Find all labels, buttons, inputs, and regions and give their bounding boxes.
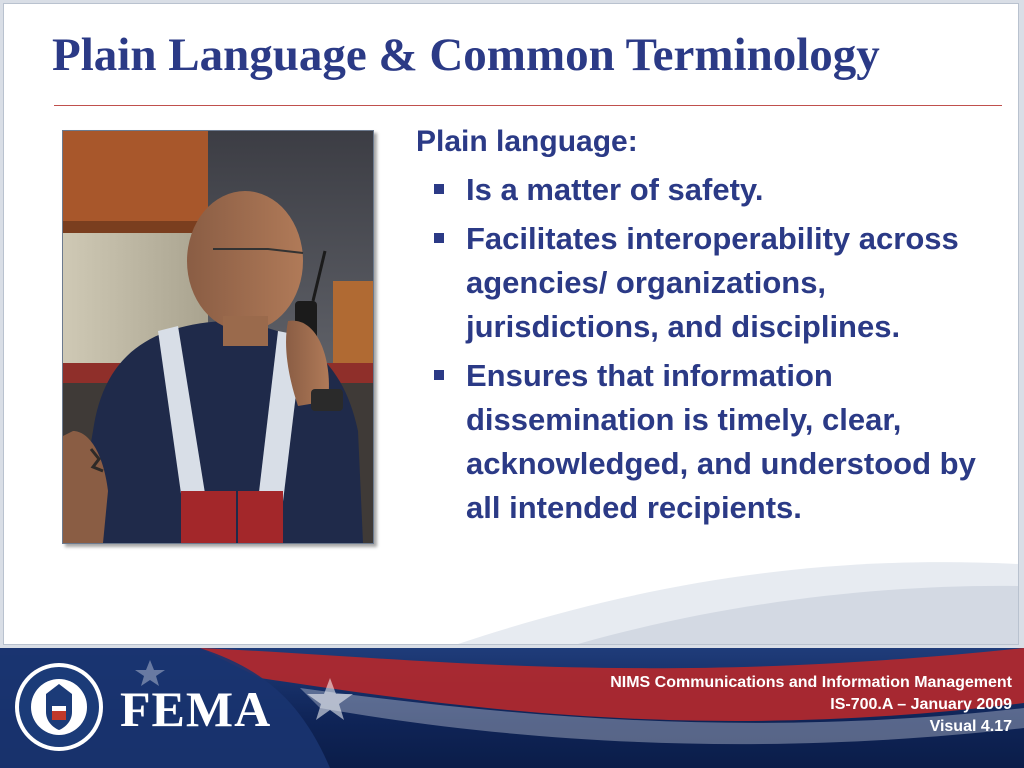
course-info [610, 672, 1012, 738]
slide-title: Plain Language & Common Terminology [52, 29, 880, 81]
bullet-text: Facilitates interoperability across agencies/ organizations, jurisdictions, and disciplines. [466, 221, 959, 344]
bullet-text: Is a matter of safety. [466, 172, 764, 207]
slide-content-area [3, 3, 1019, 645]
bullet-item [416, 354, 996, 530]
lead-text: Plain language: [416, 125, 638, 158]
bullet-item [416, 217, 996, 349]
visual-number: Visual 4.17 [929, 718, 1012, 735]
content-text [416, 122, 996, 535]
bullet-item [416, 168, 996, 212]
title-divider [54, 105, 1002, 106]
bullet-list [416, 168, 996, 530]
square-bullet-icon [434, 370, 444, 380]
fema-logo: FEMA [120, 681, 272, 737]
square-bullet-icon [434, 233, 444, 243]
footer-banner [0, 648, 1024, 768]
course-title: NIMS Communications and Information Management [610, 674, 1012, 691]
firefighter-photo [62, 130, 374, 544]
bullet-text: Ensures that information dissemination is timely, clear, acknowledged, and understood by all intended recipients. [466, 358, 976, 525]
dhs-seal-icon [14, 662, 104, 752]
square-bullet-icon [434, 184, 444, 194]
photo-illustration [63, 131, 373, 543]
course-code: IS-700.A – January 2009 [830, 696, 1012, 713]
